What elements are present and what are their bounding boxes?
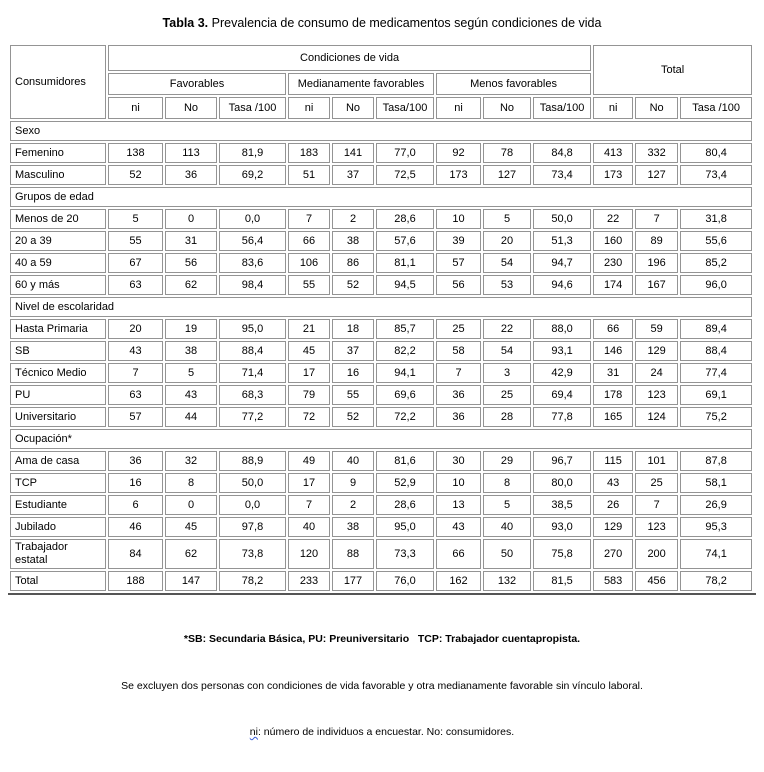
section-row <box>10 429 752 449</box>
value-cell: 50 <box>483 539 531 569</box>
value-cell: 26 <box>593 495 633 515</box>
value-cell: 8 <box>165 473 217 493</box>
value-cell: 94,5 <box>376 275 434 295</box>
subcolumn-header: No <box>165 97 217 119</box>
value-cell: 69,1 <box>680 385 752 405</box>
value-cell: 7 <box>288 495 330 515</box>
footnote-ni-term: ni <box>249 726 258 738</box>
value-cell: 42,9 <box>533 363 591 383</box>
value-cell: 124 <box>635 407 678 427</box>
footnote-abbreviations: *SB: Secundaria Básica, PU: Preuniversitario TCP: Trabajador cuentapropista. <box>183 633 581 645</box>
value-cell: 38,5 <box>533 495 591 515</box>
value-cell: 55 <box>288 275 330 295</box>
value-cell: 233 <box>288 571 330 591</box>
value-cell: 80,4 <box>680 143 752 163</box>
value-cell: 88,9 <box>219 451 286 471</box>
prevalence-table <box>8 43 754 593</box>
value-cell: 0,0 <box>219 495 286 515</box>
value-cell: 146 <box>593 341 633 361</box>
row-label: PU <box>10 385 106 405</box>
footnote-ni-definition: : número de individuos a encuestar. No: consumidores. <box>257 726 515 738</box>
value-cell: 5 <box>108 209 163 229</box>
subcolumn-header: No <box>635 97 678 119</box>
row-label: 40 a 59 <box>10 253 106 273</box>
value-cell: 123 <box>635 385 678 405</box>
value-cell: 43 <box>593 473 633 493</box>
table-row-60-y-m-s <box>10 275 752 295</box>
value-cell: 94,6 <box>533 275 591 295</box>
value-cell: 37 <box>332 341 374 361</box>
value-cell: 96,0 <box>680 275 752 295</box>
subcolumn-header: ni <box>288 97 330 119</box>
value-cell: 6 <box>108 495 163 515</box>
value-cell: 56 <box>436 275 481 295</box>
value-cell: 73,3 <box>376 539 434 569</box>
subcolumn-header: Tasa/100 <box>533 97 591 119</box>
value-cell: 72,5 <box>376 165 434 185</box>
value-cell: 76,0 <box>376 571 434 591</box>
value-cell: 72,2 <box>376 407 434 427</box>
value-cell: 196 <box>635 253 678 273</box>
subheader-row <box>10 97 752 119</box>
value-cell: 49 <box>288 451 330 471</box>
value-cell: 138 <box>108 143 163 163</box>
value-cell: 83,6 <box>219 253 286 273</box>
value-cell: 81,5 <box>533 571 591 591</box>
value-cell: 5 <box>483 495 531 515</box>
value-cell: 39 <box>436 231 481 251</box>
group-header-medianamente-favorables: Medianamente favorables <box>288 73 434 95</box>
value-cell: 31 <box>165 231 217 251</box>
value-cell: 51 <box>288 165 330 185</box>
footnote-exclusions: Se excluyen dos personas con condiciones de vida favorable y otra medianamente favorable sin vínculo laboral. <box>121 679 643 692</box>
group-header-favorables: Favorables <box>108 73 286 95</box>
row-label: Total <box>10 571 106 591</box>
value-cell: 55 <box>332 385 374 405</box>
value-cell: 22 <box>593 209 633 229</box>
footnotes <box>8 595 756 772</box>
value-cell: 88 <box>332 539 374 569</box>
corner-header-consumidores: Consumidores <box>10 45 106 119</box>
value-cell: 188 <box>108 571 163 591</box>
value-cell: 81,9 <box>219 143 286 163</box>
table-row-total <box>10 571 752 591</box>
section-header: Sexo <box>10 121 752 141</box>
value-cell: 75,2 <box>680 407 752 427</box>
row-label: Trabajador estatal <box>10 539 106 569</box>
value-cell: 69,6 <box>376 385 434 405</box>
value-cell: 78,2 <box>219 571 286 591</box>
row-label: 20 a 39 <box>10 231 106 251</box>
value-cell: 10 <box>436 473 481 493</box>
value-cell: 10 <box>436 209 481 229</box>
value-cell: 63 <box>108 275 163 295</box>
table-row-t-cnico-medio <box>10 363 752 383</box>
section-header: Nivel de escolaridad <box>10 297 752 317</box>
value-cell: 85,7 <box>376 319 434 339</box>
section-header: Ocupación* <box>10 429 752 449</box>
value-cell: 147 <box>165 571 217 591</box>
value-cell: 52 <box>108 165 163 185</box>
row-label: Femenino <box>10 143 106 163</box>
value-cell: 89 <box>635 231 678 251</box>
value-cell: 66 <box>436 539 481 569</box>
value-cell: 129 <box>593 517 633 537</box>
value-cell: 54 <box>483 253 531 273</box>
value-cell: 43 <box>108 341 163 361</box>
value-cell: 98,4 <box>219 275 286 295</box>
value-cell: 162 <box>436 571 481 591</box>
table-container <box>8 43 756 595</box>
value-cell: 66 <box>288 231 330 251</box>
value-cell: 0 <box>165 209 217 229</box>
title-prefix: Tabla 3. <box>162 16 209 30</box>
page-title <box>8 0 756 43</box>
section-row <box>10 121 752 141</box>
table-row-estudiante <box>10 495 752 515</box>
value-cell: 93,1 <box>533 341 591 361</box>
value-cell: 7 <box>635 495 678 515</box>
value-cell: 86 <box>332 253 374 273</box>
value-cell: 31,8 <box>680 209 752 229</box>
header-condiciones-de-vida: Condiciones de vida <box>108 45 591 71</box>
row-label: Menos de 20 <box>10 209 106 229</box>
table-row-universitario <box>10 407 752 427</box>
value-cell: 0,0 <box>219 209 286 229</box>
row-label: Jubilado <box>10 517 106 537</box>
value-cell: 97,8 <box>219 517 286 537</box>
value-cell: 71,4 <box>219 363 286 383</box>
value-cell: 115 <box>593 451 633 471</box>
value-cell: 73,4 <box>680 165 752 185</box>
value-cell: 96,7 <box>533 451 591 471</box>
value-cell: 88,4 <box>680 341 752 361</box>
value-cell: 8 <box>483 473 531 493</box>
value-cell: 31 <box>593 363 633 383</box>
section-row <box>10 297 752 317</box>
value-cell: 24 <box>635 363 678 383</box>
value-cell: 67 <box>108 253 163 273</box>
value-cell: 230 <box>593 253 633 273</box>
value-cell: 5 <box>483 209 531 229</box>
value-cell: 62 <box>165 539 217 569</box>
group-header-menos-favorables: Menos favorables <box>436 73 591 95</box>
subcolumn-header: ni <box>436 97 481 119</box>
value-cell: 58 <box>436 341 481 361</box>
value-cell: 93,0 <box>533 517 591 537</box>
value-cell: 57,6 <box>376 231 434 251</box>
value-cell: 45 <box>165 517 217 537</box>
table-row-pu <box>10 385 752 405</box>
value-cell: 87,8 <box>680 451 752 471</box>
value-cell: 177 <box>332 571 374 591</box>
value-cell: 5 <box>165 363 217 383</box>
table-body <box>10 121 752 591</box>
value-cell: 28 <box>483 407 531 427</box>
value-cell: 94,1 <box>376 363 434 383</box>
value-cell: 77,2 <box>219 407 286 427</box>
value-cell: 101 <box>635 451 678 471</box>
header-total: Total <box>593 45 752 95</box>
value-cell: 38 <box>165 341 217 361</box>
value-cell: 54 <box>483 341 531 361</box>
value-cell: 52,9 <box>376 473 434 493</box>
value-cell: 75,8 <box>533 539 591 569</box>
table-row-masculino <box>10 165 752 185</box>
value-cell: 36 <box>108 451 163 471</box>
table-header <box>10 45 752 119</box>
value-cell: 29 <box>483 451 531 471</box>
value-cell: 73,4 <box>533 165 591 185</box>
value-cell: 113 <box>165 143 217 163</box>
value-cell: 17 <box>288 363 330 383</box>
row-label: Ama de casa <box>10 451 106 471</box>
value-cell: 456 <box>635 571 678 591</box>
value-cell: 132 <box>483 571 531 591</box>
value-cell: 20 <box>483 231 531 251</box>
value-cell: 82,2 <box>376 341 434 361</box>
value-cell: 77,4 <box>680 363 752 383</box>
value-cell: 183 <box>288 143 330 163</box>
value-cell: 69,2 <box>219 165 286 185</box>
table-row-40-a-59 <box>10 253 752 273</box>
value-cell: 85,2 <box>680 253 752 273</box>
section-row <box>10 187 752 207</box>
value-cell: 52 <box>332 407 374 427</box>
table-row-jubilado <box>10 517 752 537</box>
value-cell: 63 <box>108 385 163 405</box>
table-row-ama-de-casa <box>10 451 752 471</box>
value-cell: 78 <box>483 143 531 163</box>
value-cell: 38 <box>332 517 374 537</box>
table-row-menos-de-20 <box>10 209 752 229</box>
value-cell: 69,4 <box>533 385 591 405</box>
value-cell: 92 <box>436 143 481 163</box>
value-cell: 7 <box>635 209 678 229</box>
value-cell: 25 <box>436 319 481 339</box>
subcolumn-header: Tasa /100 <box>680 97 752 119</box>
value-cell: 74,1 <box>680 539 752 569</box>
value-cell: 89,4 <box>680 319 752 339</box>
value-cell: 583 <box>593 571 633 591</box>
value-cell: 2 <box>332 495 374 515</box>
value-cell: 52 <box>332 275 374 295</box>
value-cell: 106 <box>288 253 330 273</box>
row-label: Masculino <box>10 165 106 185</box>
row-label: SB <box>10 341 106 361</box>
table-row-tcp <box>10 473 752 493</box>
value-cell: 50,0 <box>219 473 286 493</box>
value-cell: 21 <box>288 319 330 339</box>
value-cell: 43 <box>165 385 217 405</box>
value-cell: 88,4 <box>219 341 286 361</box>
value-cell: 332 <box>635 143 678 163</box>
value-cell: 62 <box>165 275 217 295</box>
table-row-20-a-39 <box>10 231 752 251</box>
row-label: 60 y más <box>10 275 106 295</box>
table-row-trabajador-estatal <box>10 539 752 569</box>
value-cell: 40 <box>332 451 374 471</box>
value-cell: 81,6 <box>376 451 434 471</box>
value-cell: 81,1 <box>376 253 434 273</box>
value-cell: 68,3 <box>219 385 286 405</box>
value-cell: 25 <box>483 385 531 405</box>
value-cell: 28,6 <box>376 495 434 515</box>
subcolumn-header: ni <box>593 97 633 119</box>
value-cell: 45 <box>288 341 330 361</box>
value-cell: 22 <box>483 319 531 339</box>
value-cell: 28,6 <box>376 209 434 229</box>
value-cell: 2 <box>332 209 374 229</box>
value-cell: 7 <box>436 363 481 383</box>
value-cell: 9 <box>332 473 374 493</box>
value-cell: 66 <box>593 319 633 339</box>
value-cell: 46 <box>108 517 163 537</box>
value-cell: 141 <box>332 143 374 163</box>
value-cell: 7 <box>108 363 163 383</box>
subcolumn-header: ni <box>108 97 163 119</box>
value-cell: 95,0 <box>219 319 286 339</box>
value-cell: 20 <box>108 319 163 339</box>
value-cell: 30 <box>436 451 481 471</box>
value-cell: 16 <box>332 363 374 383</box>
value-cell: 43 <box>436 517 481 537</box>
value-cell: 57 <box>108 407 163 427</box>
value-cell: 44 <box>165 407 217 427</box>
value-cell: 56,4 <box>219 231 286 251</box>
value-cell: 95,0 <box>376 517 434 537</box>
value-cell: 413 <box>593 143 633 163</box>
value-cell: 173 <box>436 165 481 185</box>
subcolumn-header: No <box>332 97 374 119</box>
footnote-definitions <box>8 725 756 741</box>
value-cell: 59 <box>635 319 678 339</box>
value-cell: 7 <box>288 209 330 229</box>
value-cell: 88,0 <box>533 319 591 339</box>
value-cell: 78,2 <box>680 571 752 591</box>
value-cell: 32 <box>165 451 217 471</box>
table-row-hasta-primaria <box>10 319 752 339</box>
value-cell: 160 <box>593 231 633 251</box>
value-cell: 173 <box>593 165 633 185</box>
value-cell: 0 <box>165 495 217 515</box>
value-cell: 38 <box>332 231 374 251</box>
value-cell: 25 <box>635 473 678 493</box>
value-cell: 36 <box>165 165 217 185</box>
value-cell: 178 <box>593 385 633 405</box>
row-label: Estudiante <box>10 495 106 515</box>
value-cell: 16 <box>108 473 163 493</box>
row-label: Técnico Medio <box>10 363 106 383</box>
value-cell: 3 <box>483 363 531 383</box>
value-cell: 19 <box>165 319 217 339</box>
value-cell: 127 <box>635 165 678 185</box>
value-cell: 127 <box>483 165 531 185</box>
value-cell: 129 <box>635 341 678 361</box>
value-cell: 36 <box>436 385 481 405</box>
subcolumn-header: No <box>483 97 531 119</box>
value-cell: 37 <box>332 165 374 185</box>
value-cell: 165 <box>593 407 633 427</box>
value-cell: 51,3 <box>533 231 591 251</box>
row-label: Universitario <box>10 407 106 427</box>
value-cell: 167 <box>635 275 678 295</box>
value-cell: 18 <box>332 319 374 339</box>
value-cell: 94,7 <box>533 253 591 273</box>
value-cell: 55 <box>108 231 163 251</box>
value-cell: 57 <box>436 253 481 273</box>
value-cell: 40 <box>288 517 330 537</box>
value-cell: 36 <box>436 407 481 427</box>
value-cell: 174 <box>593 275 633 295</box>
value-cell: 80,0 <box>533 473 591 493</box>
table-row-sb <box>10 341 752 361</box>
section-header: Grupos de edad <box>10 187 752 207</box>
title-text: Prevalencia de consumo de medicamentos según condiciones de vida <box>211 16 602 30</box>
value-cell: 17 <box>288 473 330 493</box>
value-cell: 77,8 <box>533 407 591 427</box>
value-cell: 123 <box>635 517 678 537</box>
value-cell: 26,9 <box>680 495 752 515</box>
value-cell: 95,3 <box>680 517 752 537</box>
table-row-femenino <box>10 143 752 163</box>
row-label: TCP <box>10 473 106 493</box>
value-cell: 50,0 <box>533 209 591 229</box>
row-label: Hasta Primaria <box>10 319 106 339</box>
value-cell: 53 <box>483 275 531 295</box>
value-cell: 84,8 <box>533 143 591 163</box>
value-cell: 73,8 <box>219 539 286 569</box>
value-cell: 79 <box>288 385 330 405</box>
subcolumn-header: Tasa/100 <box>376 97 434 119</box>
value-cell: 77,0 <box>376 143 434 163</box>
value-cell: 13 <box>436 495 481 515</box>
value-cell: 40 <box>483 517 531 537</box>
value-cell: 58,1 <box>680 473 752 493</box>
value-cell: 72 <box>288 407 330 427</box>
value-cell: 55,6 <box>680 231 752 251</box>
value-cell: 270 <box>593 539 633 569</box>
value-cell: 84 <box>108 539 163 569</box>
value-cell: 120 <box>288 539 330 569</box>
value-cell: 56 <box>165 253 217 273</box>
value-cell: 200 <box>635 539 678 569</box>
subcolumn-header: Tasa /100 <box>219 97 286 119</box>
